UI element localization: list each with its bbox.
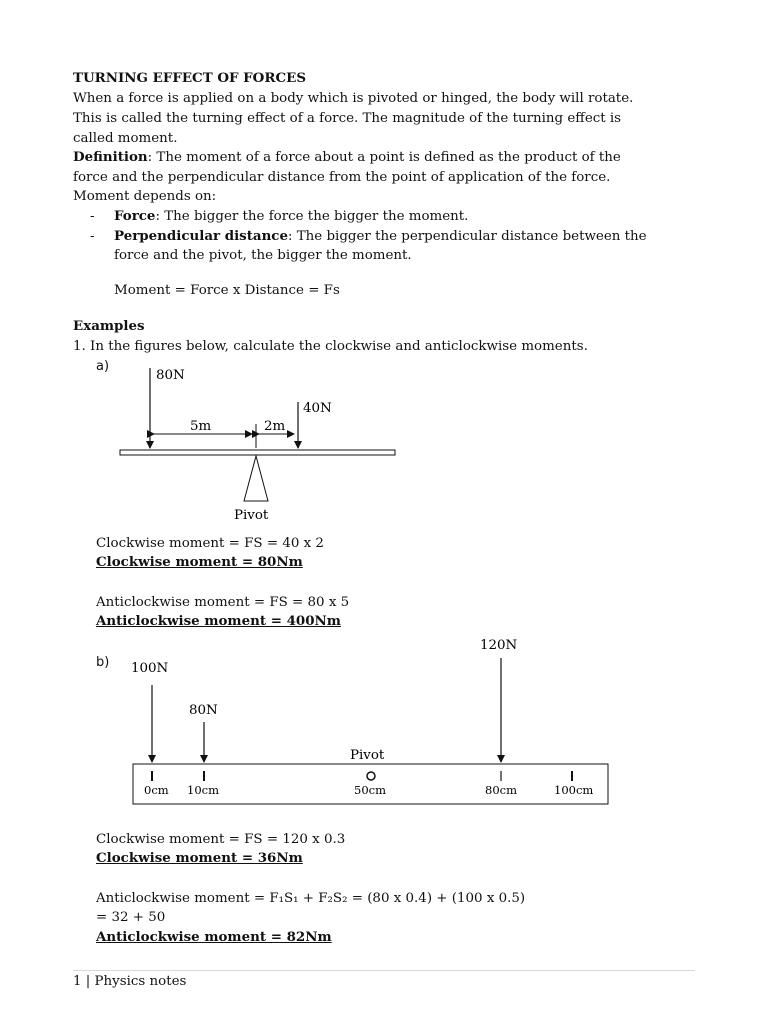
fig-a-cw-calc: Clockwise moment = FS = 40 x 2 <box>96 536 324 551</box>
question-1: 1. In the figures below, calculate the clockwise and anticlockwise moments. <box>73 339 588 354</box>
fig-b-tick-50-label: 50cm <box>354 783 386 797</box>
bullet-distance-text: : The bigger the perpendicular distance between the <box>287 229 647 244</box>
page-title: TURNING EFFECT OF FORCES <box>73 70 306 86</box>
bullet-distance-label: Perpendicular distance <box>114 228 288 244</box>
fig-b-tick-0-label: 0cm <box>144 783 169 797</box>
fig-b-acw-step: = 32 + 50 <box>96 910 166 925</box>
depends-on: Moment depends on: <box>73 189 217 204</box>
fig-b-acw-calc: Anticlockwise moment = F₁S₁ + F₂S₂ = (80 x 0.4) + (100 x 0.5) <box>96 891 526 906</box>
fig-b-pivot-circle <box>367 772 375 780</box>
fig-a-label: a) <box>96 359 110 374</box>
bullet-distance <box>114 227 647 246</box>
bullet-force-text: : The bigger the force the bigger the moment. <box>155 209 469 224</box>
examples-heading: Examples <box>73 318 145 334</box>
fig-b-tick-80-label: 80cm <box>485 783 517 797</box>
fig-a-acw-result: Anticlockwise moment = 400Nm <box>96 613 341 629</box>
fig-a-dist-right-label: 2m <box>264 419 286 434</box>
fig-a-cw-result: Clockwise moment = 80Nm <box>96 554 303 570</box>
moment-formula: Moment = Force x Distance = Fs <box>114 283 340 298</box>
intro-line-3: called moment. <box>73 131 178 146</box>
fig-b-cw-calc: Clockwise moment = FS = 120 x 0.3 <box>96 832 346 847</box>
definition-line-1 <box>73 148 621 167</box>
bullet-force-label: Force <box>114 208 156 224</box>
fig-b-force-80-label: 120N <box>480 638 518 653</box>
page-footer: 1 | Physics notes <box>73 974 187 989</box>
figure-a <box>110 360 410 530</box>
fig-b-cw-result: Clockwise moment = 36Nm <box>96 850 303 866</box>
fig-a-acw-calc: Anticlockwise moment = FS = 80 x 5 <box>96 595 350 610</box>
fig-b-tick-100-label: 100cm <box>554 783 594 797</box>
fig-b-force-0-label: 100N <box>131 661 169 676</box>
fig-b-pivot-label: Pivot <box>350 748 385 763</box>
footer-divider <box>73 970 695 971</box>
bullet-dash-2: - <box>90 229 95 244</box>
fig-a-pivot-label: Pivot <box>234 508 269 523</box>
fig-a-beam <box>120 450 395 455</box>
fig-b-label: b) <box>96 655 110 670</box>
fig-a-force-right-label: 40N <box>303 401 332 416</box>
definition-label: Definition <box>73 149 148 165</box>
bullet-force <box>114 207 468 226</box>
intro-line-1: When a force is applied on a body which is pivoted or hinged, the body will rotate. <box>73 91 634 106</box>
bullet-distance-text-2: force and the pivot, the bigger the moment. <box>114 248 412 263</box>
bullet-dash-1: - <box>90 209 95 224</box>
intro-line-2: This is called the turning effect of a force. The magnitude of the turning effect is <box>73 111 622 126</box>
fig-a-force-left-label: 80N <box>156 368 185 383</box>
fig-a-dist-left-label: 5m <box>190 419 212 434</box>
fig-b-tick-10-label: 10cm <box>187 783 219 797</box>
definition-line-2: force and the perpendicular distance from the point of application of the force. <box>73 170 611 185</box>
fig-b-acw-result: Anticlockwise moment = 82Nm <box>96 929 332 945</box>
fig-a-pivot-triangle <box>244 456 268 501</box>
fig-b-force-10-label: 80N <box>189 703 218 718</box>
figure-b <box>120 630 620 810</box>
definition-text-1: : The moment of a force about a point is defined as the product of the <box>147 150 621 165</box>
